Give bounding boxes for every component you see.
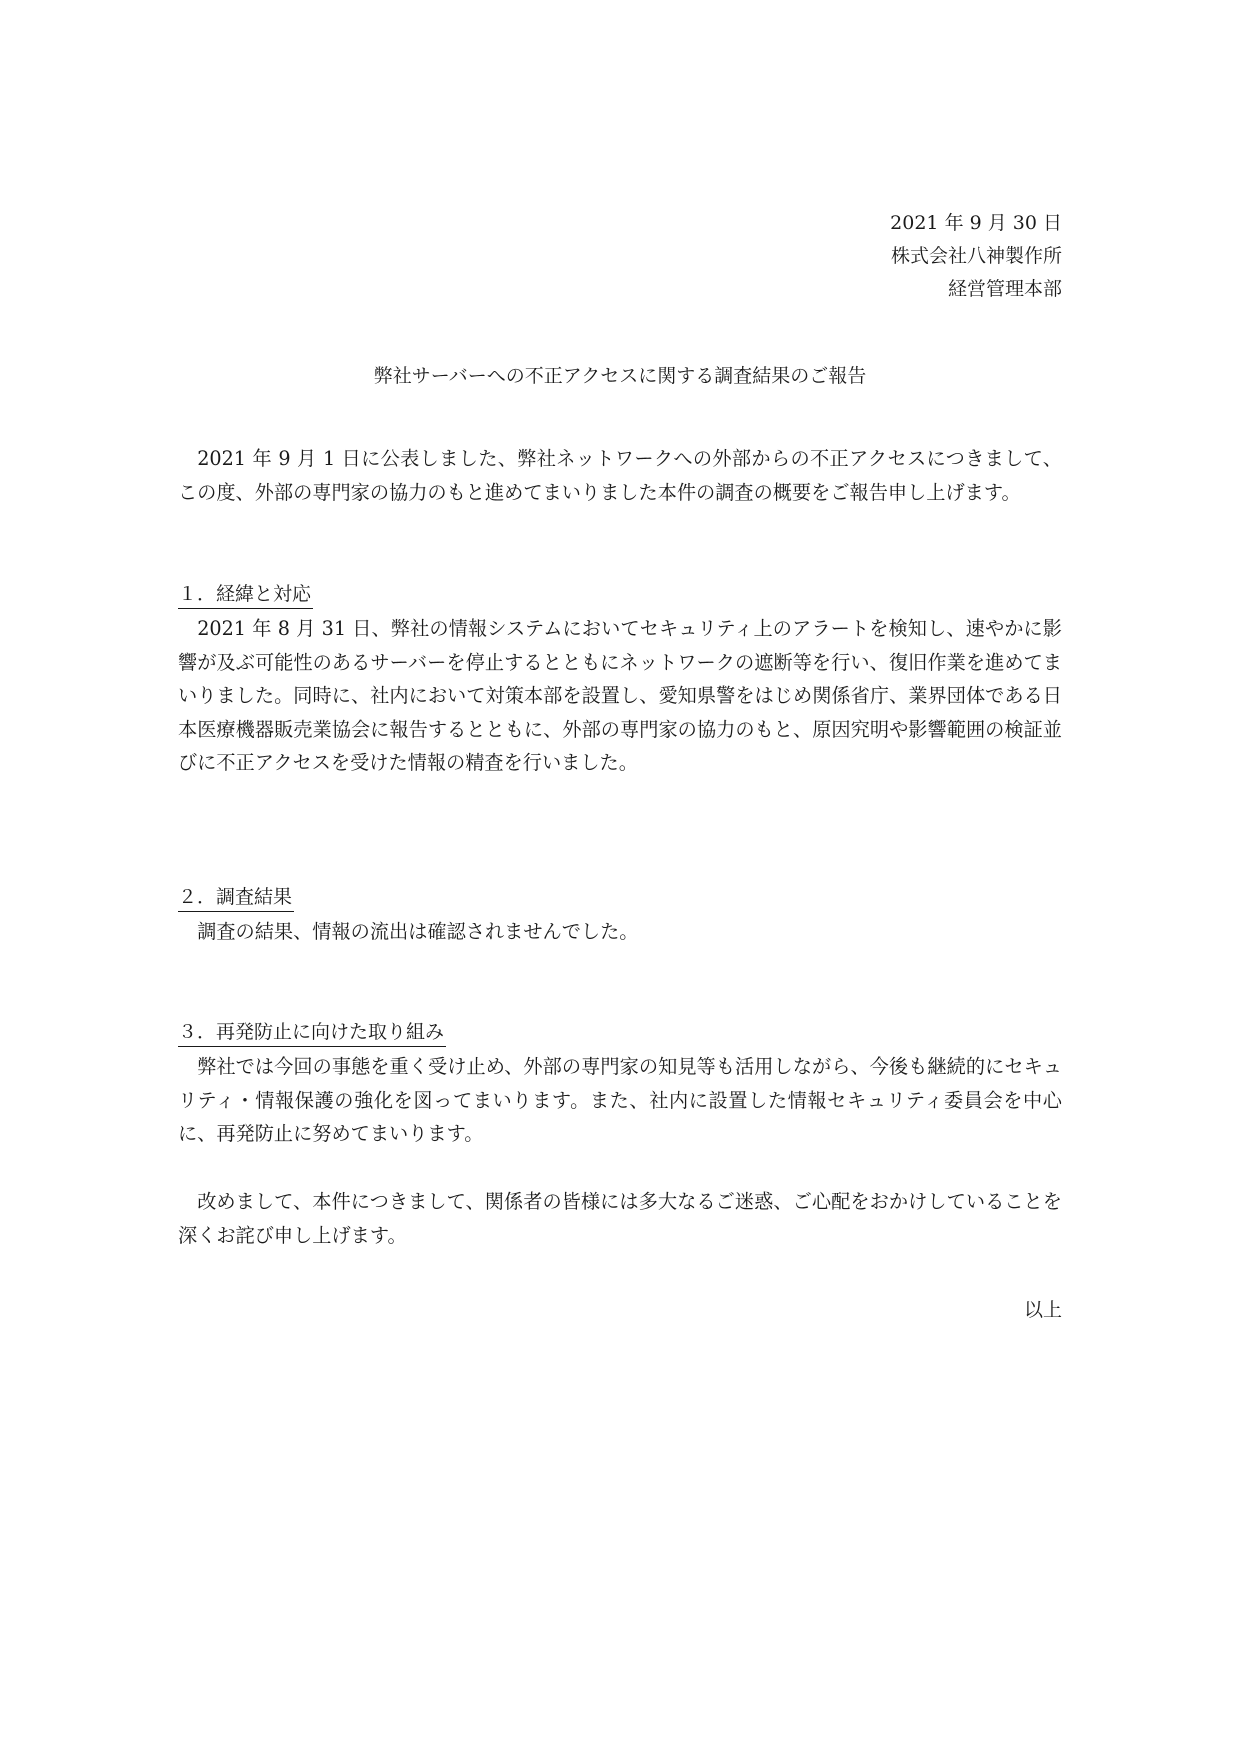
sender-block xyxy=(890,207,1062,306)
section-heading-background: １．経緯と対応 xyxy=(178,580,313,609)
company-name: 株式会社八神製作所 xyxy=(890,245,1062,267)
closing-mark: 以上 xyxy=(1023,1299,1062,1321)
section-body-background: 2021 年 8 月 31 日、弊社の情報システムにおいてセキュリティ上のアラートを検知し、速やかに影響が及ぶ可能性のあるサーバーを停止するとともにネットワークの遮断等を行い、復旧作業を進めてまいりました。同時に、社内において対策本部を設置し、愛知県警をはじめ関係省庁、業界団体である日本医療機器販売業協会に報告するとともに、外部の専門家の協力のもと、原因究明や影響範囲の検証並びに不正アクセスを受けた情報の精査を行いました。 xyxy=(178,617,1062,774)
apology-paragraph: 改めまして、本件につきまして、関係者の皆様には多大なるご迷惑、ご心配をおかけしていることを深くお詫び申し上げます。 xyxy=(178,1190,1062,1247)
intro-paragraph: 2021 年 9 月 1 日に公表しました、弊社ネットワークへの外部からの不正アクセスにつきまして、この度、外部の専門家の協力のもと進めてまいりました本件の調査の概要をご報告申し上げます。 xyxy=(178,447,1062,504)
issue-date: 2021 年 9 月 30 日 xyxy=(890,212,1062,234)
section-body-results: 調査の結果、情報の流出は確認されませんでした。 xyxy=(197,920,639,943)
document-page xyxy=(178,0,1062,1755)
section-heading-prevention: ３．再発防止に向けた取り組み xyxy=(178,1018,446,1047)
document-title: 弊社サーバーへの不正アクセスに関する調査結果のご報告 xyxy=(373,365,867,387)
section-body-prevention: 弊社では今回の事態を重く受け止め、外部の専門家の知見等も活用しながら、今後も継続的にセキュリティ・情報保護の強化を図ってまいります。また、社内に設置した情報セキュリティ委員会を中心に、再発防止に努めてまいります。 xyxy=(178,1055,1062,1145)
section-heading-results: ２．調査結果 xyxy=(178,883,294,912)
department-name: 経営管理本部 xyxy=(947,278,1062,300)
